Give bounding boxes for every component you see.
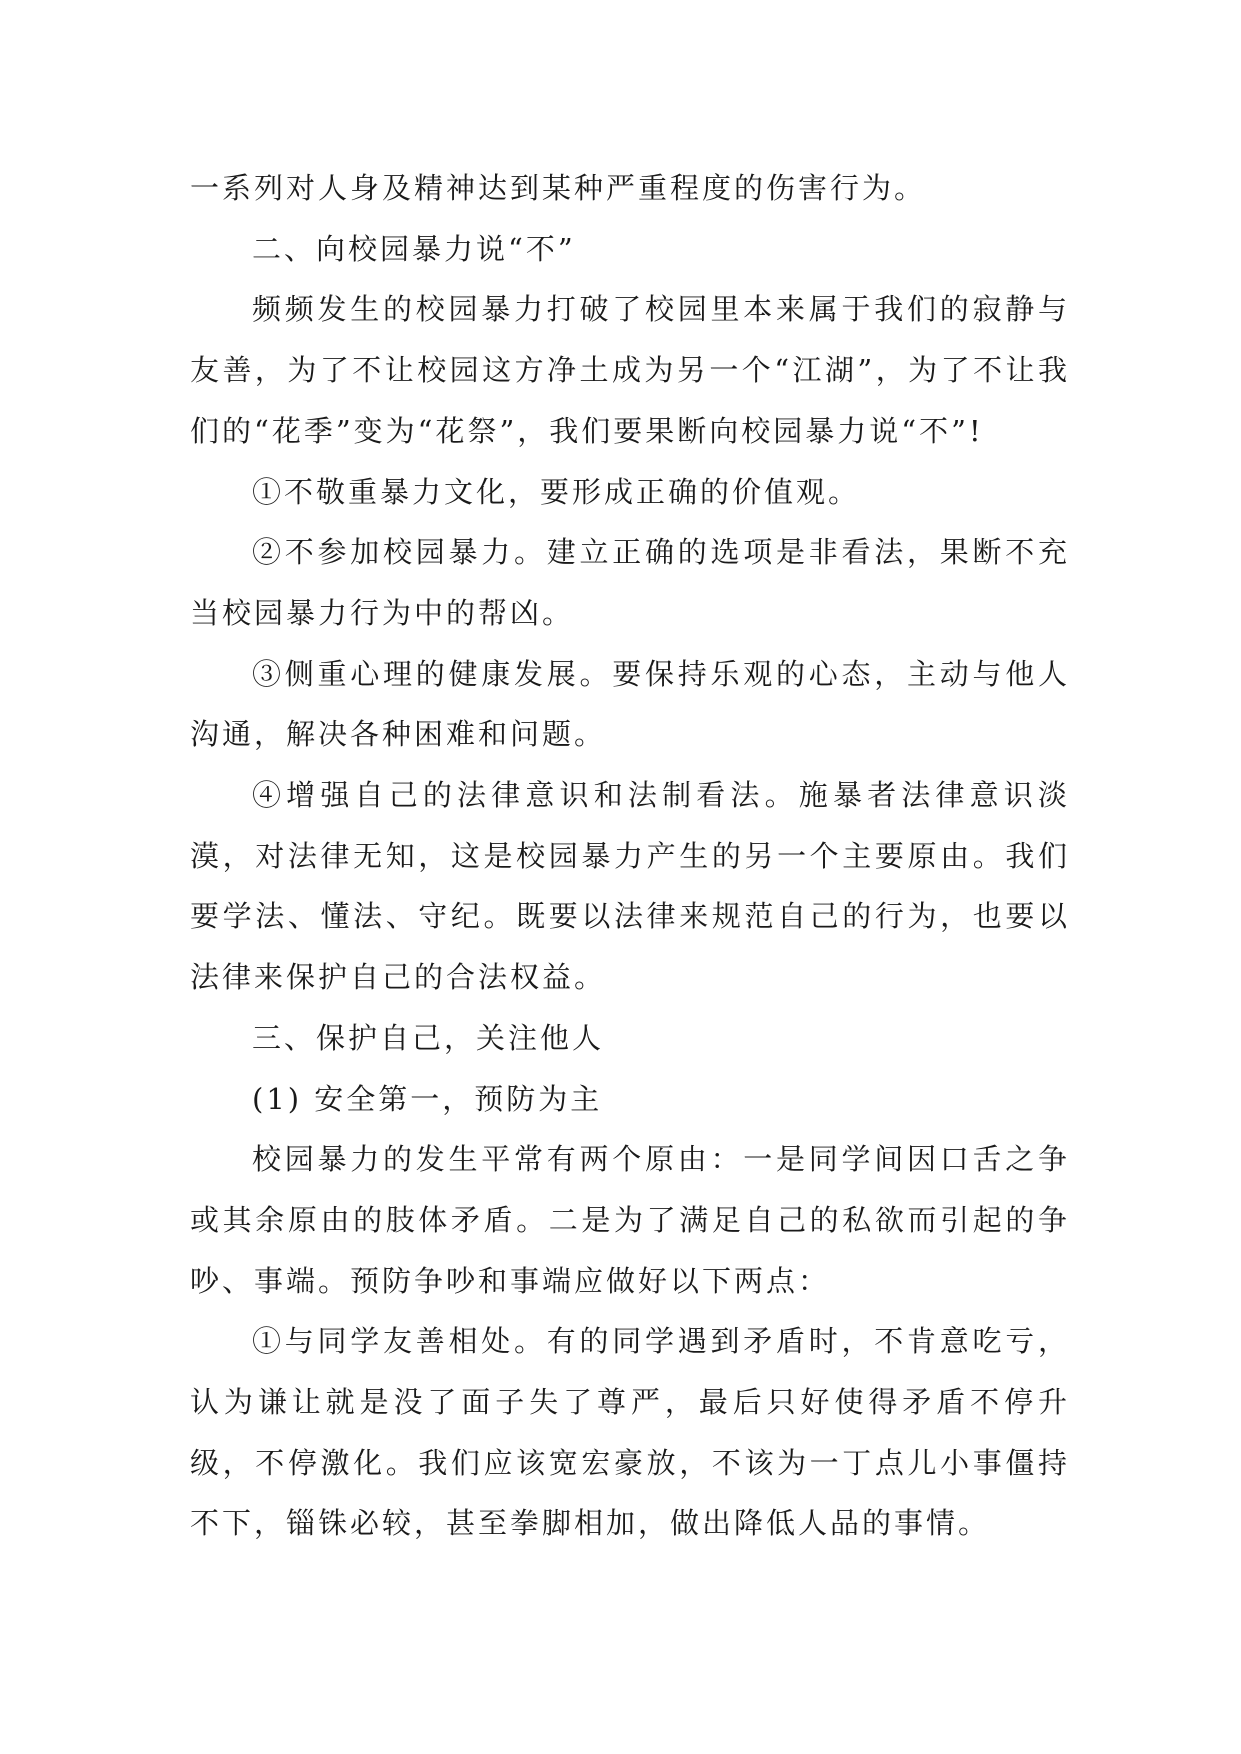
list-item: ④增强自己的法律意识和法制看法。施暴者法律意识淡漠，对法律无知，这是校园暴力产生的另一个主要原由。我们要学法、懂法、守纪。既要以法律来规范自己的行为，也要以法律来保护自己的合法权益。 [190,778,1070,995]
list-item: ③侧重心理的健康发展。要保持乐观的心态，主动与他人沟通，解决各种困难和问题。 [190,656,1070,752]
paragraph-continuation: 一系列对人身及精神达到某种严重程度的伤害行为。 [190,171,927,205]
paragraph: 频频发生的校园暴力打破了校园里本来属于我们的寂静与友善，为了不让校园这方净土成为另一个“江湖”，为了不让我们的“花季”变为“花祭”，我们要果断向校园暴力说“不”! [190,292,1070,448]
document-body [190,158,1070,1554]
list-item: ①与同学友善相处。有的同学遇到矛盾时，不肯意吃亏，认为谦让就是没了面子失了尊严，最后只好使得矛盾不停升级，不停激化。我们应该宽宏豪放，不该为一丁点儿小事僵持不下，锱铢必较，甚至拳脚相加，做出降低人品的事情。 [190,1324,1070,1541]
list-item: ①不敬重暴力文化，要形成正确的价值观。 [252,474,861,509]
section-heading-3: 三、保护自己，关注他人 [252,1020,605,1055]
paragraph: 校园暴力的发生平常有两个原由：一是同学间因口舌之争或其余原由的肢体矛盾。二是为了满足自己的私欲而引起的争吵、事端。预防争吵和事端应做好以下两点： [190,1142,1070,1298]
section-heading-2: 二、向校园暴力说“不” [252,231,576,266]
subsection-heading: (1) 安全第一，预防为主 [252,1081,603,1116]
list-item: ②不参加校园暴力。建立正确的选项是非看法，果断不充当校园暴力行为中的帮凶。 [190,535,1070,630]
